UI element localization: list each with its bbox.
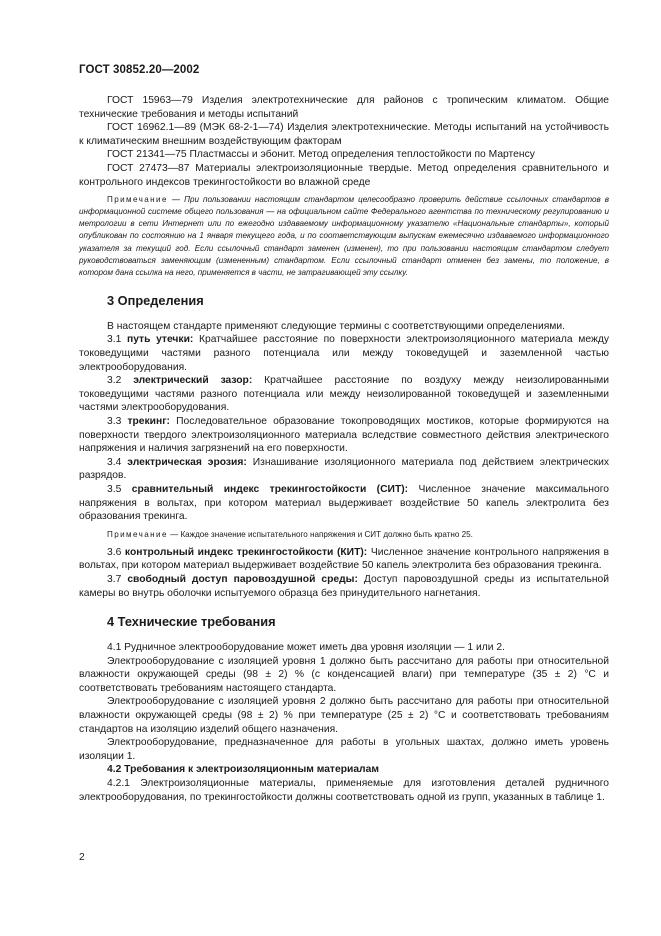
paragraph-coal-mines: Электрооборудование, предназначенное для работы в угольных шахтах, должно иметь уровень изоляции 1. (79, 737, 609, 762)
paragraph-4-1: 4.1 Рудничное электрооборудование может иметь два уровня изоляции — 1 или 2. (107, 642, 505, 654)
paragraph-level-1: Электрооборудование с изоляцией уровня 1 должно быть рассчитано для работы при относительной влажности окружающей среды (98 ± 2) % (с конденсацией влаги) при температуре (35 ± 2) °С и соответствовать требованиям настоящего стандарта. (79, 655, 609, 694)
note-label: Примечание (107, 195, 168, 205)
standard-header: ГОСТ 30852.20—2002 (79, 64, 200, 76)
definition-3-7: 3.7 свободный доступ паровоздушной среды: Доступ паровоздушной среды из испытательной камеры во внутрь оболочки испытуемого образца без принудительного нагнетания. (79, 573, 609, 599)
definition-3-2: 3.2 электрический зазор: Кратчайшее расстояние по воздуху между неизолированными токоведущими частями разного потенциала или между неизолированной токоведущей и заземленными частями электрооборудования. (79, 375, 609, 414)
term: трекинг: (127, 415, 170, 427)
term: сравнительный индекс трекингостойкости (СИТ): (131, 483, 409, 495)
paragraph-4-2-1: 4.2.1 Электроизоляционные материалы, применяемые для изготовления деталей рудничного электрооборудования, по трекингостойкости должны соответствовать одной из групп, указанных в таблице 1. (79, 778, 609, 803)
page-number: 2 (79, 852, 85, 863)
term: электрический зазор: (133, 375, 253, 387)
reference-gost-15963: ГОСТ 15963—79 Изделия электротехнические для районов с тропическим климатом. Общие технические требования и методы испытаний (79, 95, 609, 120)
reference-gost-21341: ГОСТ 21341—75 Пластмассы и эбонит. Метод определения теплостойкости по Мартенсу (107, 149, 535, 161)
definition-3-5: 3.5 сравнительный индекс трекингостойкости (СИТ): Численное значение максимального напряжения в вольтах, при котором материал выдерживает воздействие 50 капель электролита без образования трекинга. (79, 483, 609, 523)
definition-3-6: 3.6 контрольный индекс трекингостойкости (КИТ): Численное значение контрольного напряжения в вольтах, при котором материал выдерживает воздействие 50 капель электролита без образования трекинга. (79, 546, 609, 572)
page-body (79, 94, 609, 804)
definition-note: Примечание — Каждое значение испытательного напряжения и СИТ должно быть кратно 25. (107, 529, 473, 539)
definition-3-1: 3.1 путь утечки: Кратчайшее расстояние по поверхности электроизоляционного материала между токоведущими частями разного потенциала или между токоведущей и заземленной частью электрооборудования. (79, 334, 609, 373)
section-3-intro: В настоящем стандарте применяют следующие термины с соответствующими определениями. (107, 320, 565, 332)
reference-gost-16962: ГОСТ 16962.1—89 (МЭК 68-2-1—74) Изделия электротехнические. Методы испытаний на устойчивость к климатическим внешним воздействующим факторам (79, 122, 609, 147)
term: электрическая эрозия: (127, 456, 247, 468)
paragraph-level-2: Электрооборудование с изоляцией уровня 2 должно быть рассчитано для работы при относительной влажности окружающей среды (98 ± 2) % при температуре (25 ± 2) °С и соответствовать требованиям стандартов на изоляцию изделий общего назначения. (79, 696, 609, 735)
definition-3-4: 3.4 электрическая эрозия: Изнашивание изоляционного материала под действием электрических разрядов. (79, 456, 609, 482)
term: свободный доступ паровоздушной среды: (127, 573, 358, 585)
term: контрольный индекс трекингостойкости (КИТ): (124, 546, 368, 558)
term: путь утечки: (126, 334, 194, 346)
reference-note: Примечание — При пользовании настоящим стандартом целесообразно проверить действие ссылочных стандартов в информационной системе общего пользования — на официальном сайте Федерального агентства по техническому регулированию и метрологии в сети Интернет или по ежегодно издаваемому информационному указателю «Национальные стандарты», который опубликован по состоянию на 1 января текущего года, и по соответствующим выпускам ежемесячно издаваемого информационного указателя за текущий год. Если ссылочный стандарт заменен (изменен), то при пользовании настоящим стандартом следует руководствоваться заменяющим (измененным) стандартом. Если ссылочный стандарт отменен без замены, то положение, в котором дана ссылка на него, применяется в части, не затрагивающей эту ссылку. (79, 195, 610, 277)
section-4-heading: 4 Технические требования (107, 614, 276, 630)
section-3-heading: 3 Определения (107, 292, 204, 308)
definition-3-3: 3.3 трекинг: Последовательное образование токопроводящих мостиков, которые формируются на поверхности твердого электроизоляционного материала вследствие совместного действия электрического напряжения и наличия загрязнений на его поверхности. (79, 415, 609, 455)
subsection-4-2-heading: 4.2 Требования к электроизоляционным материалам (107, 764, 379, 776)
note-text: При пользовании настоящим стандартом целесообразно проверить действие ссылочных стандартов в информационной системе общего пользования — на официальном сайте Федерального агентства по техническому регулированию и метрологии в сети Интернет или по ежегодно издаваемому информационному указателю «Национальные стандарты», который опубликован по состоянию на 1 января текущего года, и по соответствующим выпускам ежемесячно издаваемого информационного указателя за текущий год. Если ссылочный стандарт заменен (изменен), то при пользовании настоящим стандартом следует руководствоваться заменяющим (измененным) стандартом. Если ссылочный стандарт отменен без замены, то положение, в котором дана ссылка на него, применяется в части, не затрагивающей эту ссылку. (79, 195, 610, 277)
reference-gost-27473: ГОСТ 27473—87 Материалы электроизоляционные твердые. Метод определения сравнительного и контрольного индексов трекингостойкости во влажной среде (79, 162, 609, 188)
